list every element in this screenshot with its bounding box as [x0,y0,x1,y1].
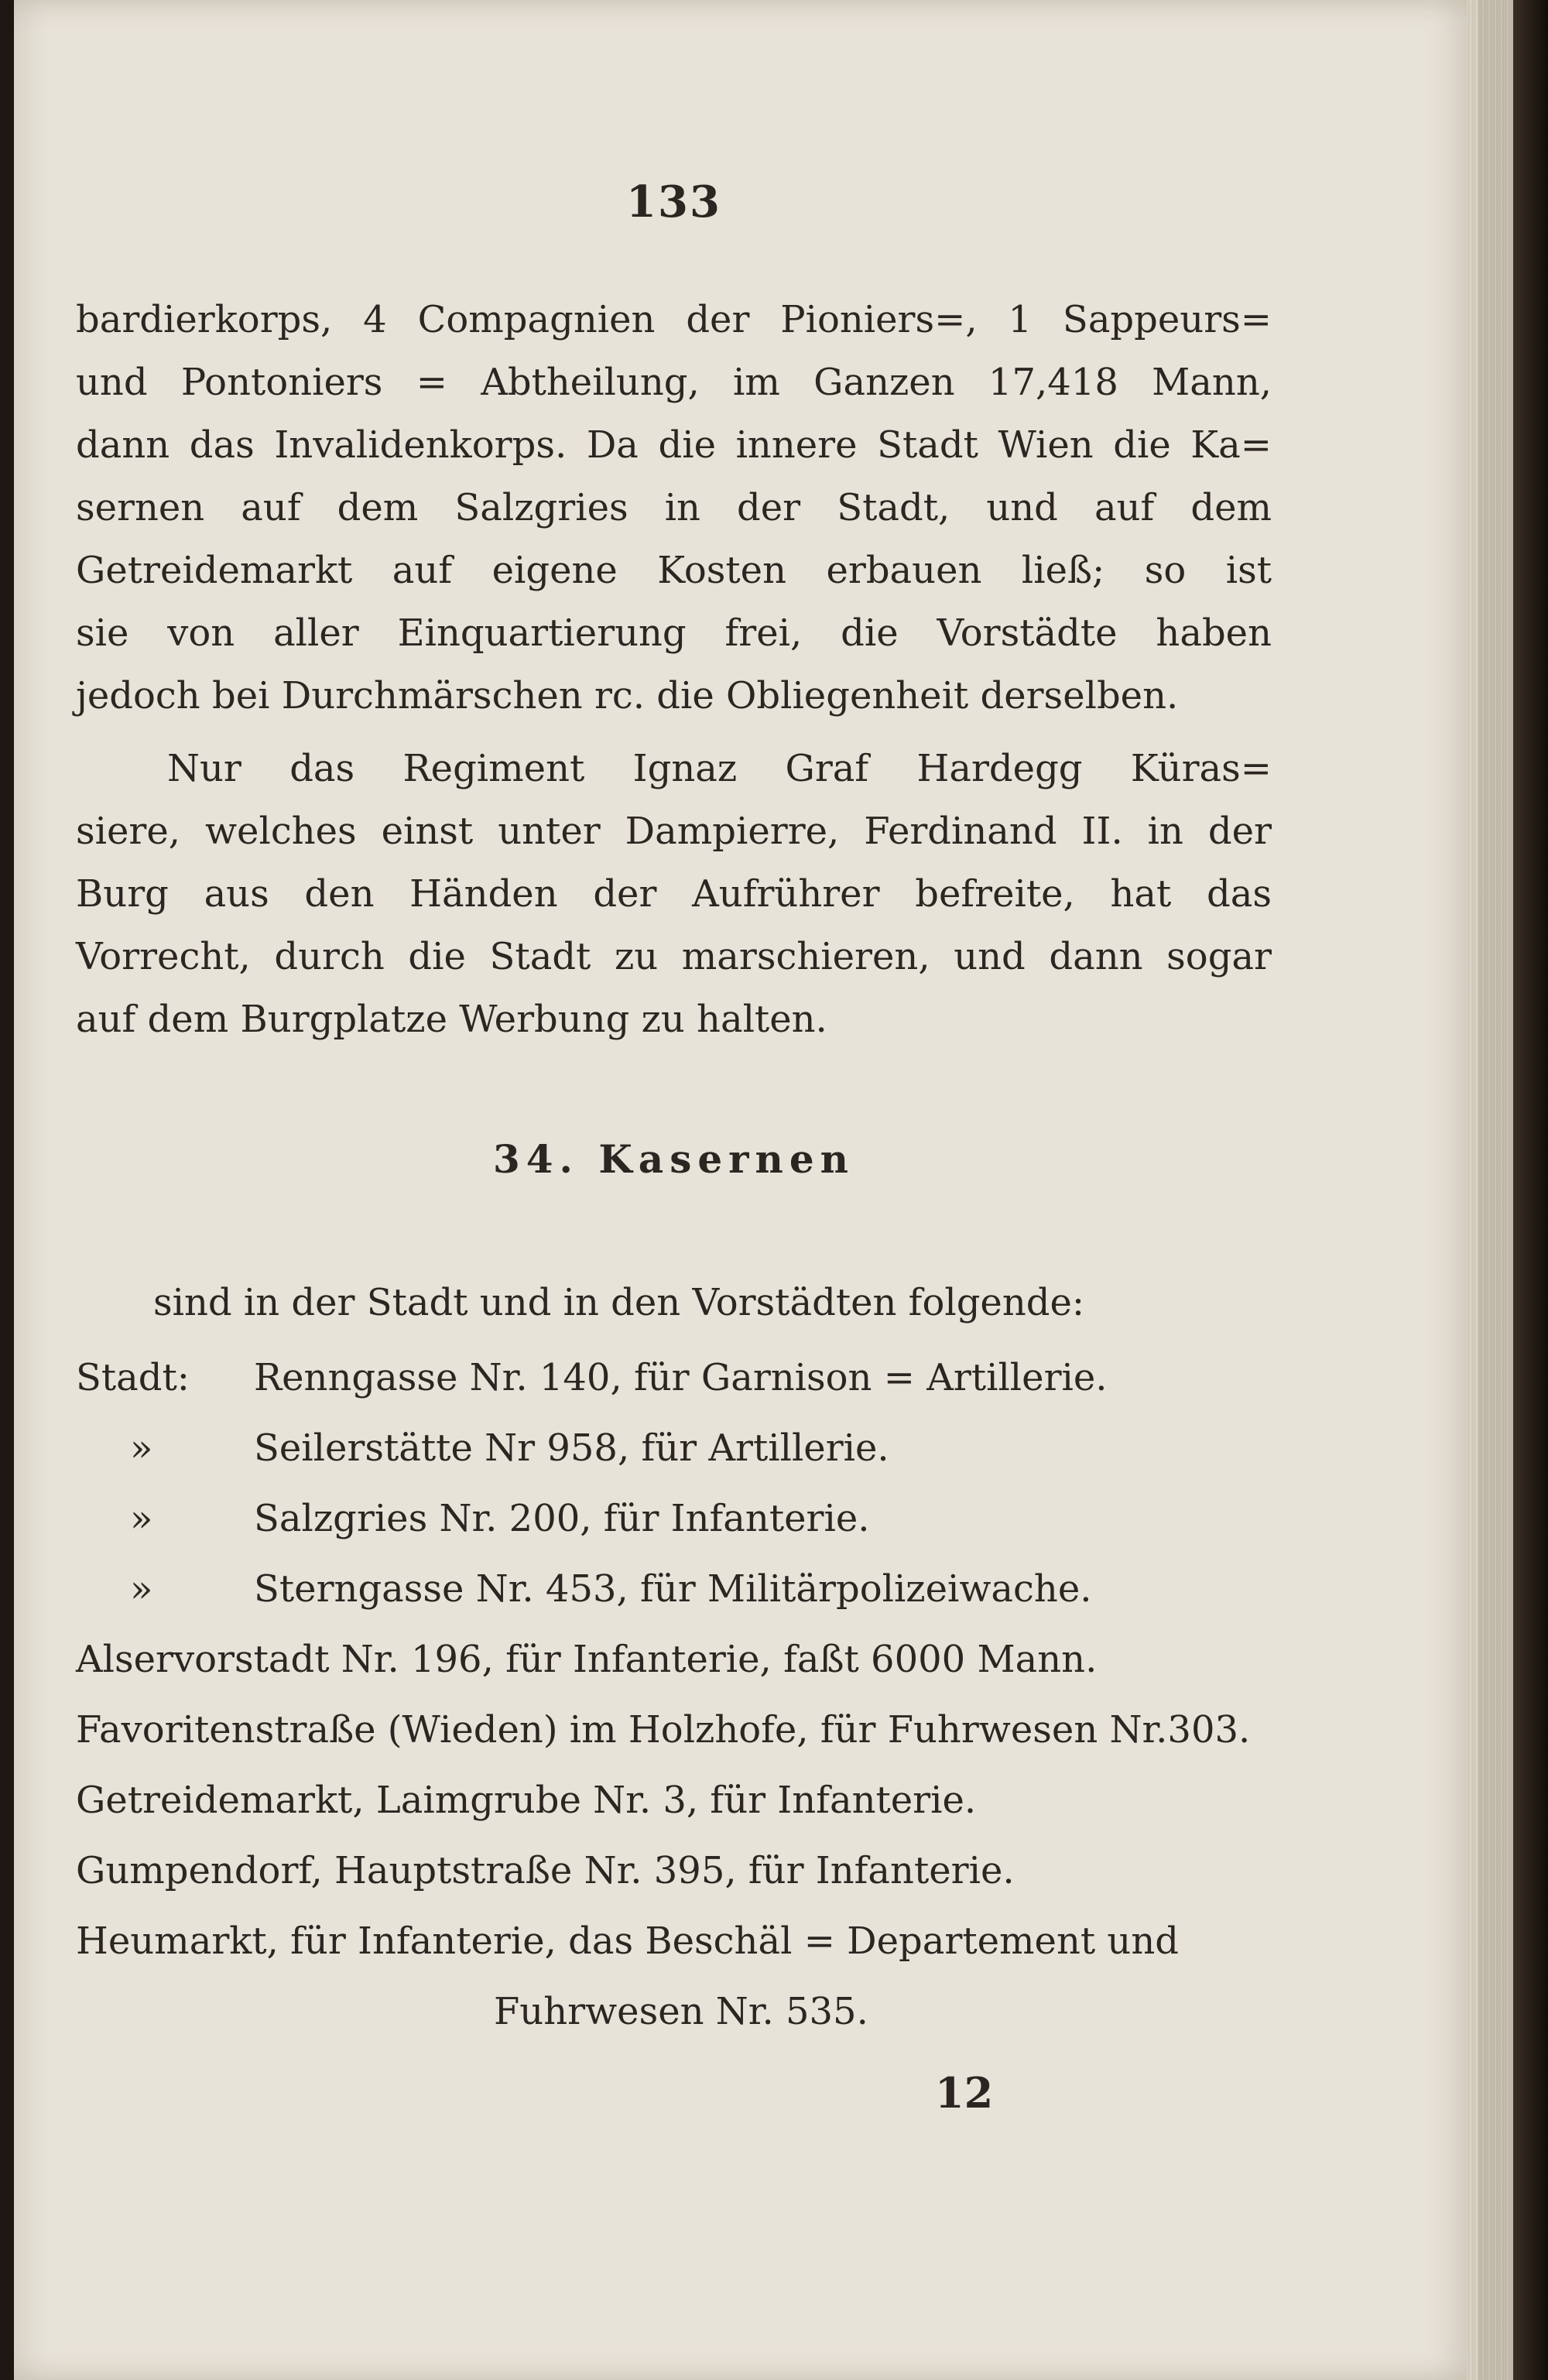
barracks-intro: sind in der Stadt und in den Vorstädten folgende: [153,1281,1085,1324]
barracks-entry: Favoritenstraße (Wieden) im Holzhofe, für Fuhrwesen Nr.303. [76,1708,1251,1752]
barracks-entry: Heumarkt, für Infanterie, das Beschäl = Departement und [76,1919,1179,1963]
ditto-mark: » [130,1426,153,1470]
barracks-entry: Gumpendorf, Hauptstraße Nr. 395, für Infanterie. [76,1849,1015,1892]
ditto-mark: » [130,1567,153,1611]
paragraph-line: Burg aus den Händen der Aufrührer befreite, hat das [76,872,1272,916]
barracks-entry: Getreidemarkt, Laimgrube Nr. 3, für Infanterie. [76,1779,977,1822]
paragraph-line: und Pontoniers = Abtheilung, im Ganzen 17,418 Mann, [76,361,1272,404]
barracks-row [76,1426,889,1470]
ditto-mark: » [130,1497,153,1540]
paragraph-line: sie von aller Einquartierung frei, die Vorstädte haben [76,611,1272,655]
paragraph-line: siere, welches einst unter Dampierre, Ferdinand II. in der [76,810,1272,853]
paragraph-line: Vorrecht, durch die Stadt zu marschieren, und dann sogar [76,935,1272,978]
barracks-entry: Seilerstätte Nr 958, für Artillerie. [254,1426,889,1470]
page-number: 133 [626,176,721,228]
barracks-entry: Alservorstadt Nr. 196, für Infanterie, faßt 6000 Mann. [76,1638,1098,1681]
barracks-continuation: Fuhrwesen Nr. 535. [494,1990,868,2033]
barracks-row [76,1497,870,1540]
paragraph-line: jedoch bei Durchmärschen rc. die Obliegenheit derselben. [76,674,1179,717]
barracks-entry: Renngasse Nr. 140, für Garnison = Artillerie. [254,1356,1108,1399]
paragraph-line: bardierkorps, 4 Compagnien der Pioniers=, 1 Sappeurs= [76,298,1272,341]
stadt-label: Stadt: [76,1356,190,1399]
paragraph-line: Getreidemarkt auf eigene Kosten erbauen ließ; so ist [76,549,1272,592]
paragraph-line: dann das Invalidenkorps. Da die innere Stadt Wien die Ka= [76,423,1272,467]
paragraph-line: Nur das Regiment Ignaz Graf Hardegg Küras= [167,747,1272,790]
book-cover-edge [1513,0,1548,2380]
barracks-row [76,1356,1108,1399]
barracks-row [76,1567,1092,1611]
barracks-entry: Salzgries Nr. 200, für Infanterie. [254,1497,870,1540]
page-paper [14,0,1478,2380]
barracks-entry: Sterngasse Nr. 453, für Militärpolizeiwache. [254,1567,1092,1611]
signature-mark: 12 [935,2068,994,2118]
paragraph-line: auf dem Burgplatze Werbung zu halten. [76,998,827,1041]
section-heading: 34. Kasernen [492,1136,855,1182]
page-edges [1467,0,1513,2380]
paragraph-line: sernen auf dem Salzgries in der Stadt, und auf dem [76,486,1272,529]
